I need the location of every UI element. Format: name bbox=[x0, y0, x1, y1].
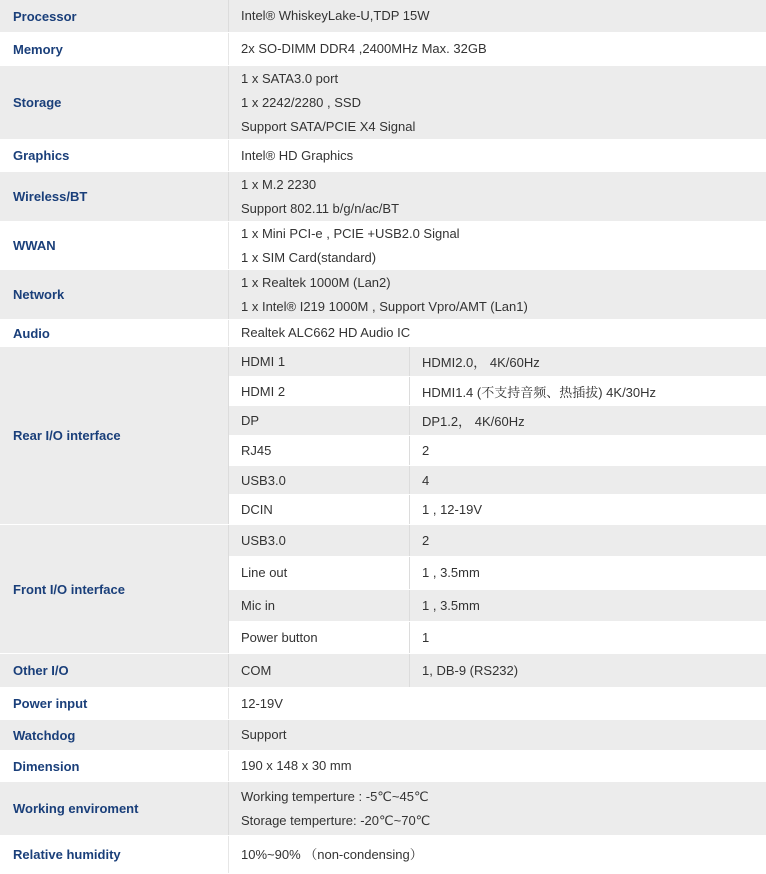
sub-key: COM bbox=[229, 654, 410, 687]
spec-value-line: 1 x SIM Card(standard) bbox=[241, 249, 377, 265]
spec-row-other-io bbox=[0, 654, 766, 688]
spec-row-power-input bbox=[0, 688, 766, 720]
sub-key: Power button bbox=[229, 622, 410, 653]
spec-label: Storage bbox=[0, 66, 229, 139]
spec-value-line: 1 x M.2 2230 bbox=[241, 176, 317, 192]
spec-label: Watchdog bbox=[0, 720, 229, 750]
spec-value bbox=[229, 172, 766, 221]
sub-key: DCIN bbox=[229, 495, 410, 524]
sub-key: USB3.0 bbox=[229, 466, 410, 495]
spec-value bbox=[229, 0, 766, 32]
sub-row bbox=[229, 377, 766, 407]
sub-value: 1, DB-9 (RS232) bbox=[422, 663, 519, 678]
spec-row-wireless bbox=[0, 172, 766, 222]
spec-row-graphics bbox=[0, 140, 766, 172]
front-io-subtable bbox=[229, 525, 766, 653]
spec-value-line: Intel® WhiskeyLake-U,TDP 15W bbox=[241, 8, 430, 23]
spec-label: WWAN bbox=[0, 222, 229, 269]
sub-key: USB3.0 bbox=[229, 525, 410, 556]
spec-row-storage bbox=[0, 66, 766, 140]
spec-value bbox=[229, 140, 766, 171]
sub-row bbox=[229, 525, 766, 557]
spec-value bbox=[229, 720, 766, 750]
spec-value bbox=[229, 320, 766, 346]
spec-value-line: Storage temperture: -20℃~70℃ bbox=[241, 812, 431, 828]
spec-value bbox=[229, 836, 766, 873]
spec-label: Dimension bbox=[0, 751, 229, 781]
spec-value-line: Support bbox=[241, 727, 287, 742]
spec-label: Audio bbox=[0, 320, 229, 346]
spec-label: Rear I/O interface bbox=[0, 347, 229, 524]
spec-row-audio bbox=[0, 320, 766, 347]
spec-row-processor bbox=[0, 0, 766, 33]
sub-value: 2 bbox=[422, 533, 430, 549]
spec-value-line: 1 x 2242/2280 , SSD bbox=[241, 94, 361, 110]
spec-row-front-io bbox=[0, 525, 766, 654]
sub-key: Mic in bbox=[229, 590, 410, 621]
spec-value-line: 190 x 148 x 30 mm bbox=[241, 758, 352, 773]
sub-key: HDMI 1 bbox=[229, 347, 410, 376]
spec-label: Other I/O bbox=[0, 654, 229, 687]
spec-value-line: 2x SO-DIMM DDR4 ,2400MHz Max. 32GB bbox=[241, 41, 487, 56]
sub-row bbox=[229, 654, 766, 687]
spec-row-dimension bbox=[0, 751, 766, 782]
sub-row bbox=[229, 590, 766, 622]
spec-value-line: 1 x Mini PCI-e , PCIE +USB2.0 Signal bbox=[241, 225, 460, 241]
spec-value-line: 1 x SATA3.0 port bbox=[241, 70, 339, 86]
sub-value: 1 , 12-19V bbox=[422, 502, 482, 518]
spec-value bbox=[229, 222, 766, 269]
sub-key: HDMI 2 bbox=[229, 377, 410, 406]
spec-label: Memory bbox=[0, 33, 229, 65]
sub-row bbox=[229, 466, 766, 496]
spec-value-line: 12-19V bbox=[241, 695, 283, 711]
spec-value bbox=[229, 66, 766, 139]
spec-label: Relative humidity bbox=[0, 836, 229, 873]
spec-value-line: Support SATA/PCIE X4 Signal bbox=[241, 118, 416, 134]
spec-row-memory bbox=[0, 33, 766, 66]
rear-io-subtable bbox=[229, 347, 766, 524]
sub-row bbox=[229, 406, 766, 436]
sub-key: DP bbox=[229, 406, 410, 435]
sub-row bbox=[229, 495, 766, 524]
sub-value: 4 bbox=[422, 472, 430, 488]
spec-value-line: Working temperture : -5℃~45℃ bbox=[241, 788, 429, 804]
spec-value bbox=[229, 270, 766, 319]
sub-value: 1 bbox=[422, 629, 430, 645]
sub-row bbox=[229, 347, 766, 377]
sub-row bbox=[229, 622, 766, 653]
spec-value bbox=[229, 33, 766, 65]
other-io-subtable bbox=[229, 654, 766, 687]
spec-value-line: 1 x Realtek 1000M (Lan2) bbox=[241, 274, 391, 290]
spec-label: Network bbox=[0, 270, 229, 319]
spec-value-line: Realtek ALC662 HD Audio IC bbox=[241, 325, 411, 340]
sub-row bbox=[229, 436, 766, 466]
sub-value: 1 , 3.5mm bbox=[422, 597, 480, 613]
spec-label: Processor bbox=[0, 0, 229, 32]
spec-value bbox=[229, 688, 766, 719]
spec-label: Working enviroment bbox=[0, 782, 229, 835]
spec-row-network bbox=[0, 270, 766, 320]
spec-label: Graphics bbox=[0, 140, 229, 171]
sub-row bbox=[229, 557, 766, 589]
spec-row-rear-io bbox=[0, 347, 766, 525]
spec-label: Power input bbox=[0, 688, 229, 719]
spec-value-line: 10%~90% （non-condensing） bbox=[241, 846, 423, 862]
spec-value bbox=[229, 751, 766, 781]
spec-row-wwan bbox=[0, 222, 766, 270]
sub-value: HDMI1.4 (不支持音频、热插拔) 4K/30Hz bbox=[422, 384, 657, 400]
spec-row-relative-humidity bbox=[0, 836, 766, 874]
spec-label: Front I/O interface bbox=[0, 525, 229, 653]
sub-value: DP1.2， 4K/60Hz bbox=[422, 414, 525, 430]
spec-row-working-environment bbox=[0, 782, 766, 836]
spec-value-line: 1 x Intel® I219 1000M , Support Vpro/AMT (Lan1) bbox=[241, 298, 528, 314]
sub-value: 1 , 3.5mm bbox=[422, 565, 480, 581]
spec-value-line: Support 802.11 b/g/n/ac/BT bbox=[241, 200, 400, 216]
sub-key: Line out bbox=[229, 557, 410, 588]
spec-label: Wireless/BT bbox=[0, 172, 229, 221]
sub-value: HDMI2.0， 4K/60Hz bbox=[422, 354, 540, 370]
sub-key: RJ45 bbox=[229, 436, 410, 465]
spec-value bbox=[229, 782, 766, 835]
sub-value: 2 bbox=[422, 442, 430, 458]
spec-value-line: Intel® HD Graphics bbox=[241, 147, 354, 163]
spec-row-watchdog bbox=[0, 720, 766, 751]
